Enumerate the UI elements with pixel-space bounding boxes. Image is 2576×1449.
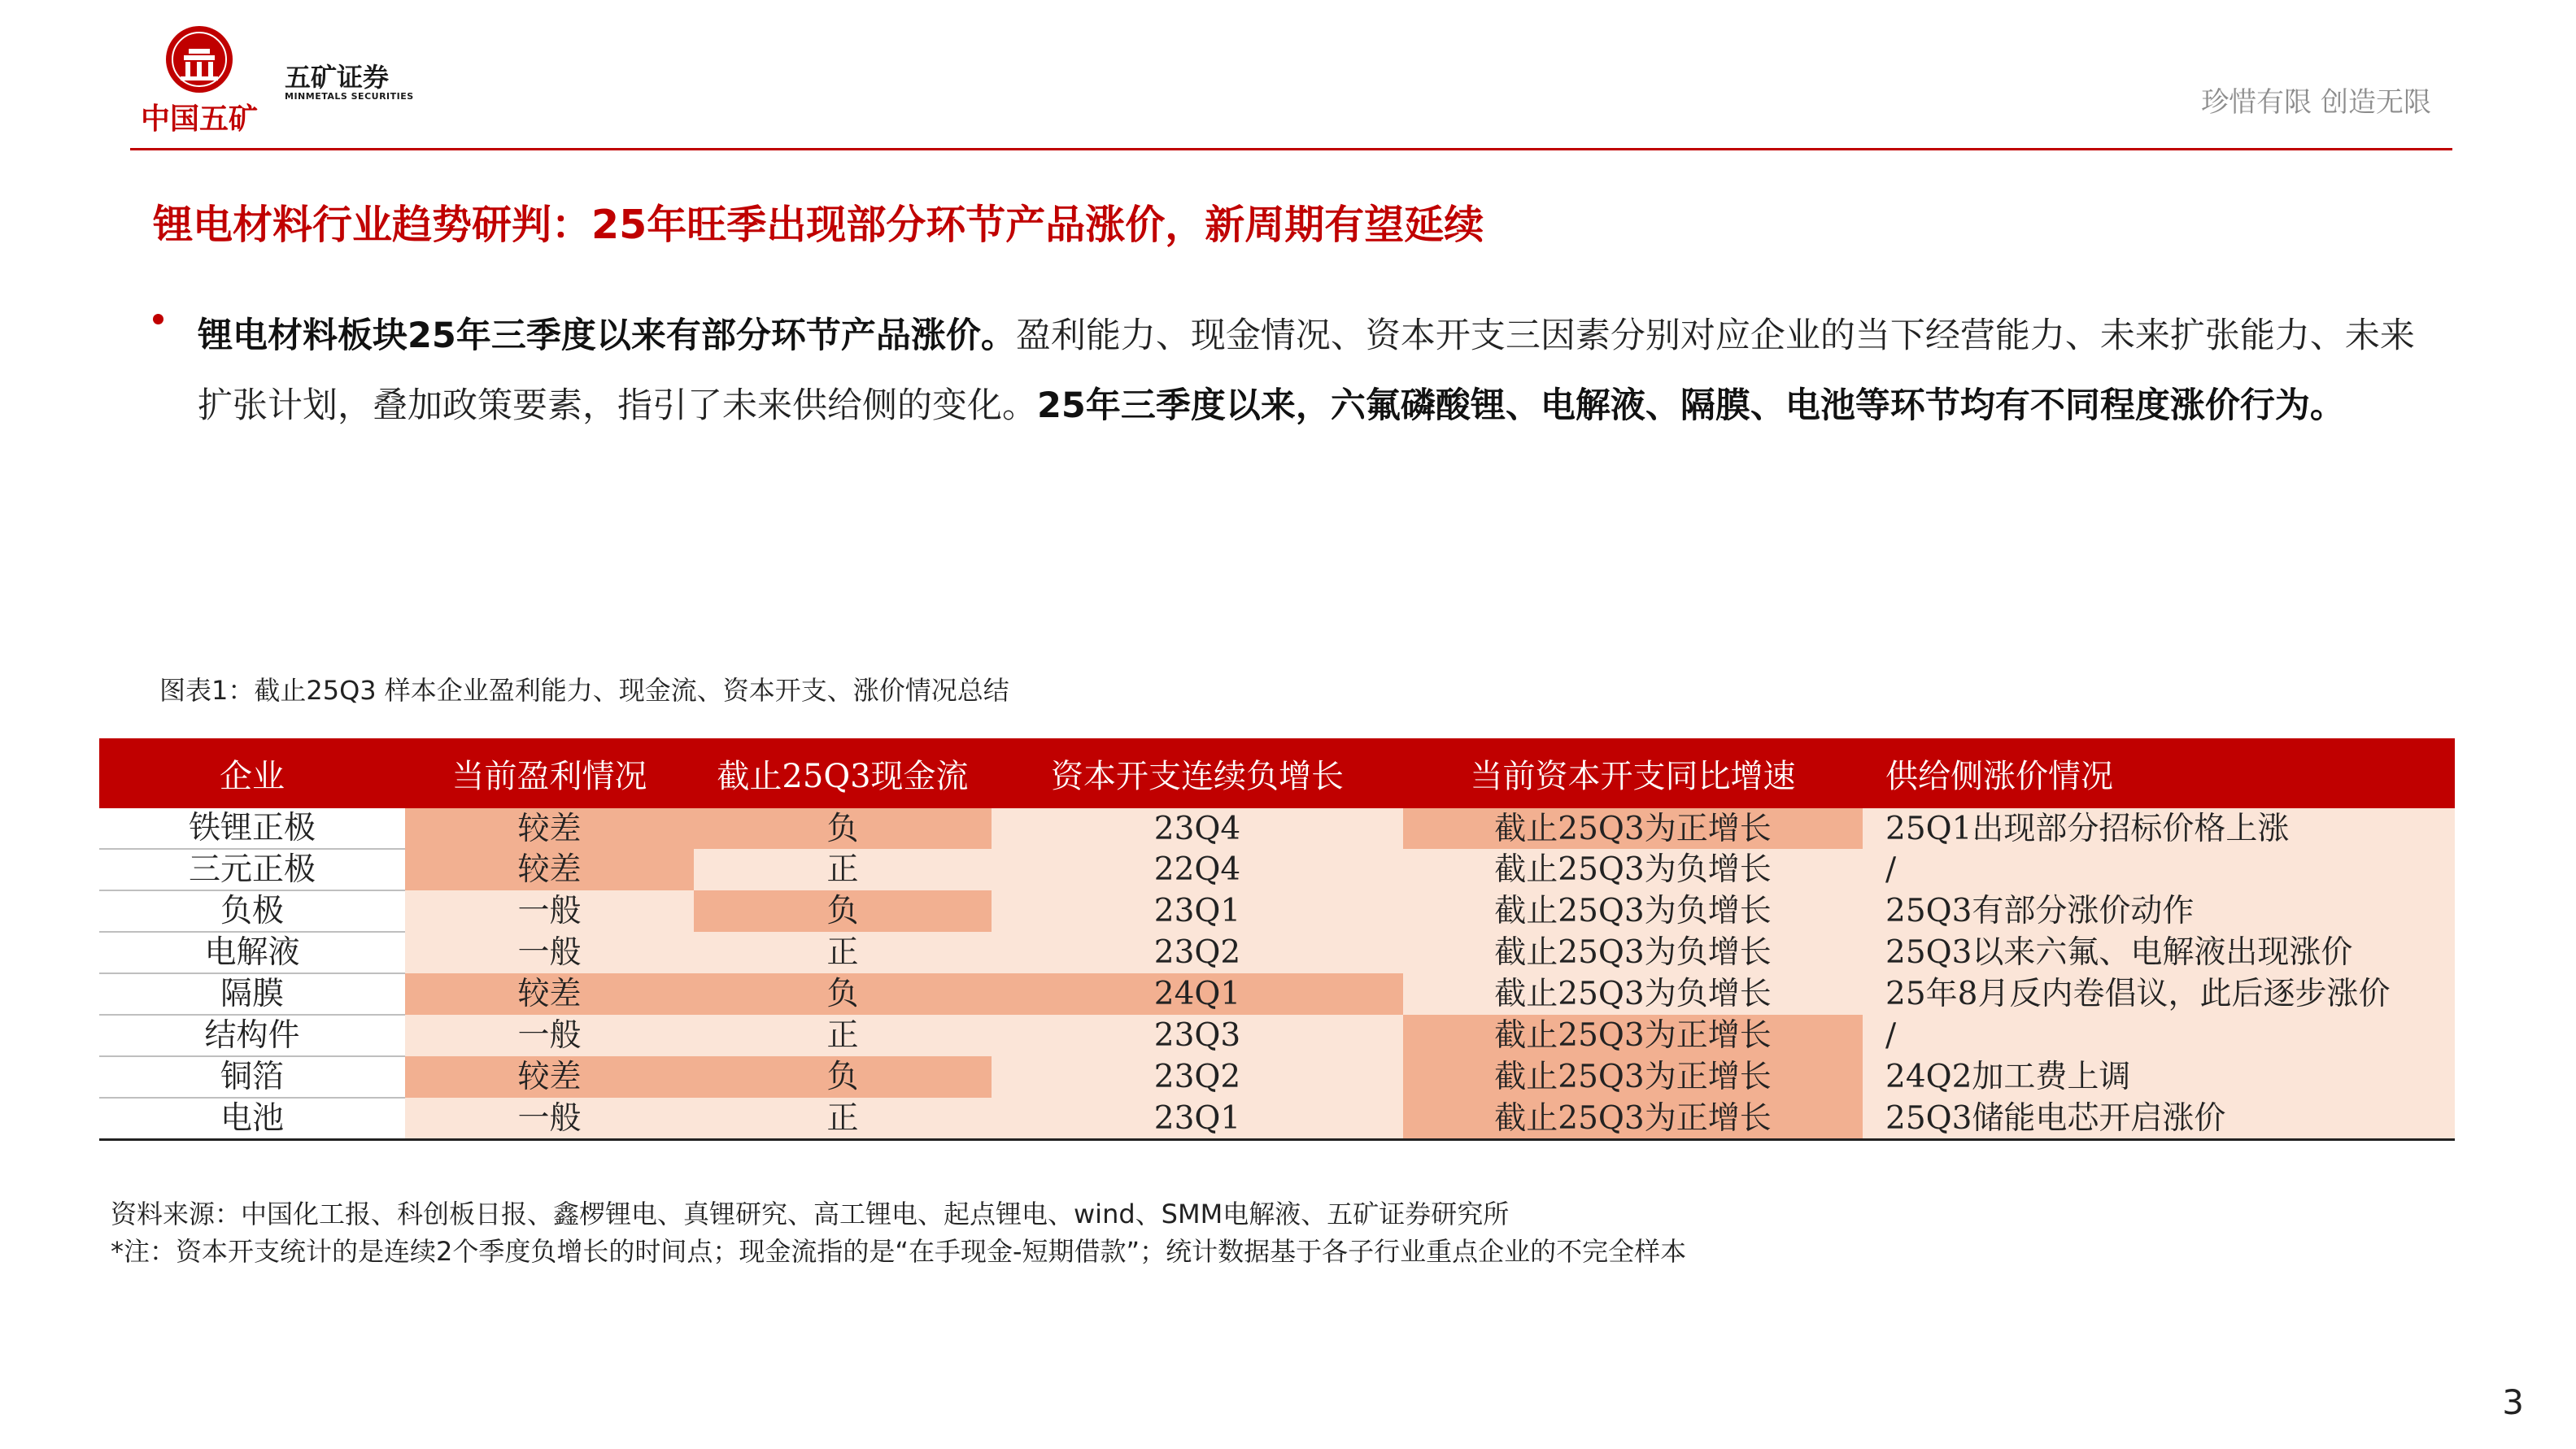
cell-enterprise: 负极 [99,890,405,932]
cell-profitability: 一般 [405,890,694,932]
footnote-line: *注：资本开支统计的是连续2个季度负增长的时间点；现金流指的是“在手现金-短期借款”；统计数据基于各子行业重点企业的不完全样本 [111,1236,1687,1267]
cell-capex-negative: 23Q4 [992,808,1403,849]
table-row [99,1056,2455,1098]
cell-capex-negative: 23Q2 [992,932,1403,973]
table-row [99,890,2455,932]
header-slogan: 珍惜有限 创造无限 [2201,86,2431,119]
table-row [99,1098,2455,1140]
table-row [99,808,2455,849]
cell-profitability: 较差 [405,849,694,890]
cell-enterprise: 电解液 [99,932,405,973]
header-capex-negative: 资本开支连续负增长 [992,738,1403,808]
cell-capex-growth: 截止25Q3为负增长 [1403,849,1863,890]
cell-capex-negative: 23Q1 [992,1098,1403,1140]
cell-capex-growth: 截止25Q3为正增长 [1403,1015,1863,1056]
bullet-bold-lead: 锂电材料板块25年三季度以来有部分环节产品涨价。 [198,315,1016,356]
cell-price-increase: 25Q3储能电芯开启涨价 [1863,1098,2455,1140]
cell-price-increase: 25年8月反内卷倡议，此后逐步涨价 [1863,973,2455,1015]
figure-caption: 图表1：截止25Q3 样本企业盈利能力、现金流、资本开支、涨价情况总结 [159,675,1009,706]
cell-capex-growth: 截止25Q3为负增长 [1403,932,1863,973]
cell-capex-growth: 截止25Q3为正增长 [1403,1056,1863,1098]
cell-capex-negative: 24Q1 [992,973,1403,1015]
logo-company-name: 五矿证券 [285,62,390,93]
bullet-paragraph [198,301,2443,441]
header-capex-growth: 当前资本开支同比增速 [1403,738,1863,808]
cell-profitability: 较差 [405,973,694,1015]
cell-cashflow: 负 [694,973,992,1015]
slide-title: 锂电材料行业趋势研判：25年旺季出现部分环节产品涨价，新周期有望延续 [153,202,1484,248]
cell-profitability: 较差 [405,808,694,849]
cell-cashflow: 负 [694,890,992,932]
cell-enterprise: 电池 [99,1098,405,1140]
table-row [99,932,2455,973]
cell-cashflow: 正 [694,849,992,890]
header-divider [130,148,2452,150]
cell-enterprise: 铜箔 [99,1056,405,1098]
cell-profitability: 一般 [405,1098,694,1140]
logo-english-name: MINMETALS SECURITIES [285,91,414,102]
cell-cashflow: 负 [694,1056,992,1098]
cell-price-increase: 25Q3有部分涨价动作 [1863,890,2455,932]
cell-price-increase: 25Q3以来六氟、电解液出现涨价 [1863,932,2455,973]
cell-cashflow: 正 [694,932,992,973]
company-logo [130,24,423,138]
summary-table [99,738,2455,1141]
cell-capex-growth: 截止25Q3为正增长 [1403,1098,1863,1140]
cell-cashflow: 负 [694,808,992,849]
cell-capex-growth: 截止25Q3为负增长 [1403,890,1863,932]
header-price-increase: 供给侧涨价情况 [1863,738,2455,808]
bullet-body-text: 盈利能力、现金情况、资本开支三因素分别对应企业的当下经营能力、未来扩张能力、未来扩张计划，叠加政策要素，指引了未来供给侧的变化。 [198,315,2415,426]
cell-enterprise: 三元正极 [99,849,405,890]
cell-capex-negative: 23Q2 [992,1056,1403,1098]
cell-cashflow: 正 [694,1015,992,1056]
cell-price-increase: / [1863,849,2455,890]
header-cashflow: 截止25Q3现金流 [694,738,992,808]
cell-capex-negative: 22Q4 [992,849,1403,890]
cell-profitability: 一般 [405,932,694,973]
cell-price-increase: 25Q1出现部分招标价格上涨 [1863,808,2455,849]
table-row [99,1015,2455,1056]
source-line: 资料来源：中国化工报、科创板日报、鑫椤锂电、真锂研究、高工锂电、起点锂电、wind、SMM电解液、五矿证券研究所 [111,1199,1510,1229]
header-enterprise: 企业 [99,738,405,808]
cell-capex-negative: 23Q1 [992,890,1403,932]
logo-chinese-name: 中国五矿 [140,102,258,136]
cell-enterprise: 隔膜 [99,973,405,1015]
cell-profitability: 较差 [405,1056,694,1098]
cell-enterprise: 铁锂正极 [99,808,405,849]
cell-profitability: 一般 [405,1015,694,1056]
header-profitability: 当前盈利情况 [405,738,694,808]
cell-cashflow: 正 [694,1098,992,1140]
cell-capex-growth: 截止25Q3为负增长 [1403,973,1863,1015]
bullet-bold-conclusion: 25年三季度以来，六氟磷酸锂、电解液、隔膜、电池等环节均有不同程度涨价行为。 [1037,385,2345,426]
table-row [99,973,2455,1015]
bullet-dot-icon [153,314,163,324]
cell-price-increase: / [1863,1015,2455,1056]
table-row [99,849,2455,890]
source-notes [111,1195,1686,1270]
cell-enterprise: 结构件 [99,1015,405,1056]
table-header-row [99,738,2455,808]
page-number: 3 [2502,1382,2524,1422]
cell-capex-negative: 23Q3 [992,1015,1403,1056]
cell-capex-growth: 截止25Q3为正增长 [1403,808,1863,849]
minmetals-emblem-icon [164,24,234,94]
cell-price-increase: 24Q2加工费上调 [1863,1056,2455,1098]
